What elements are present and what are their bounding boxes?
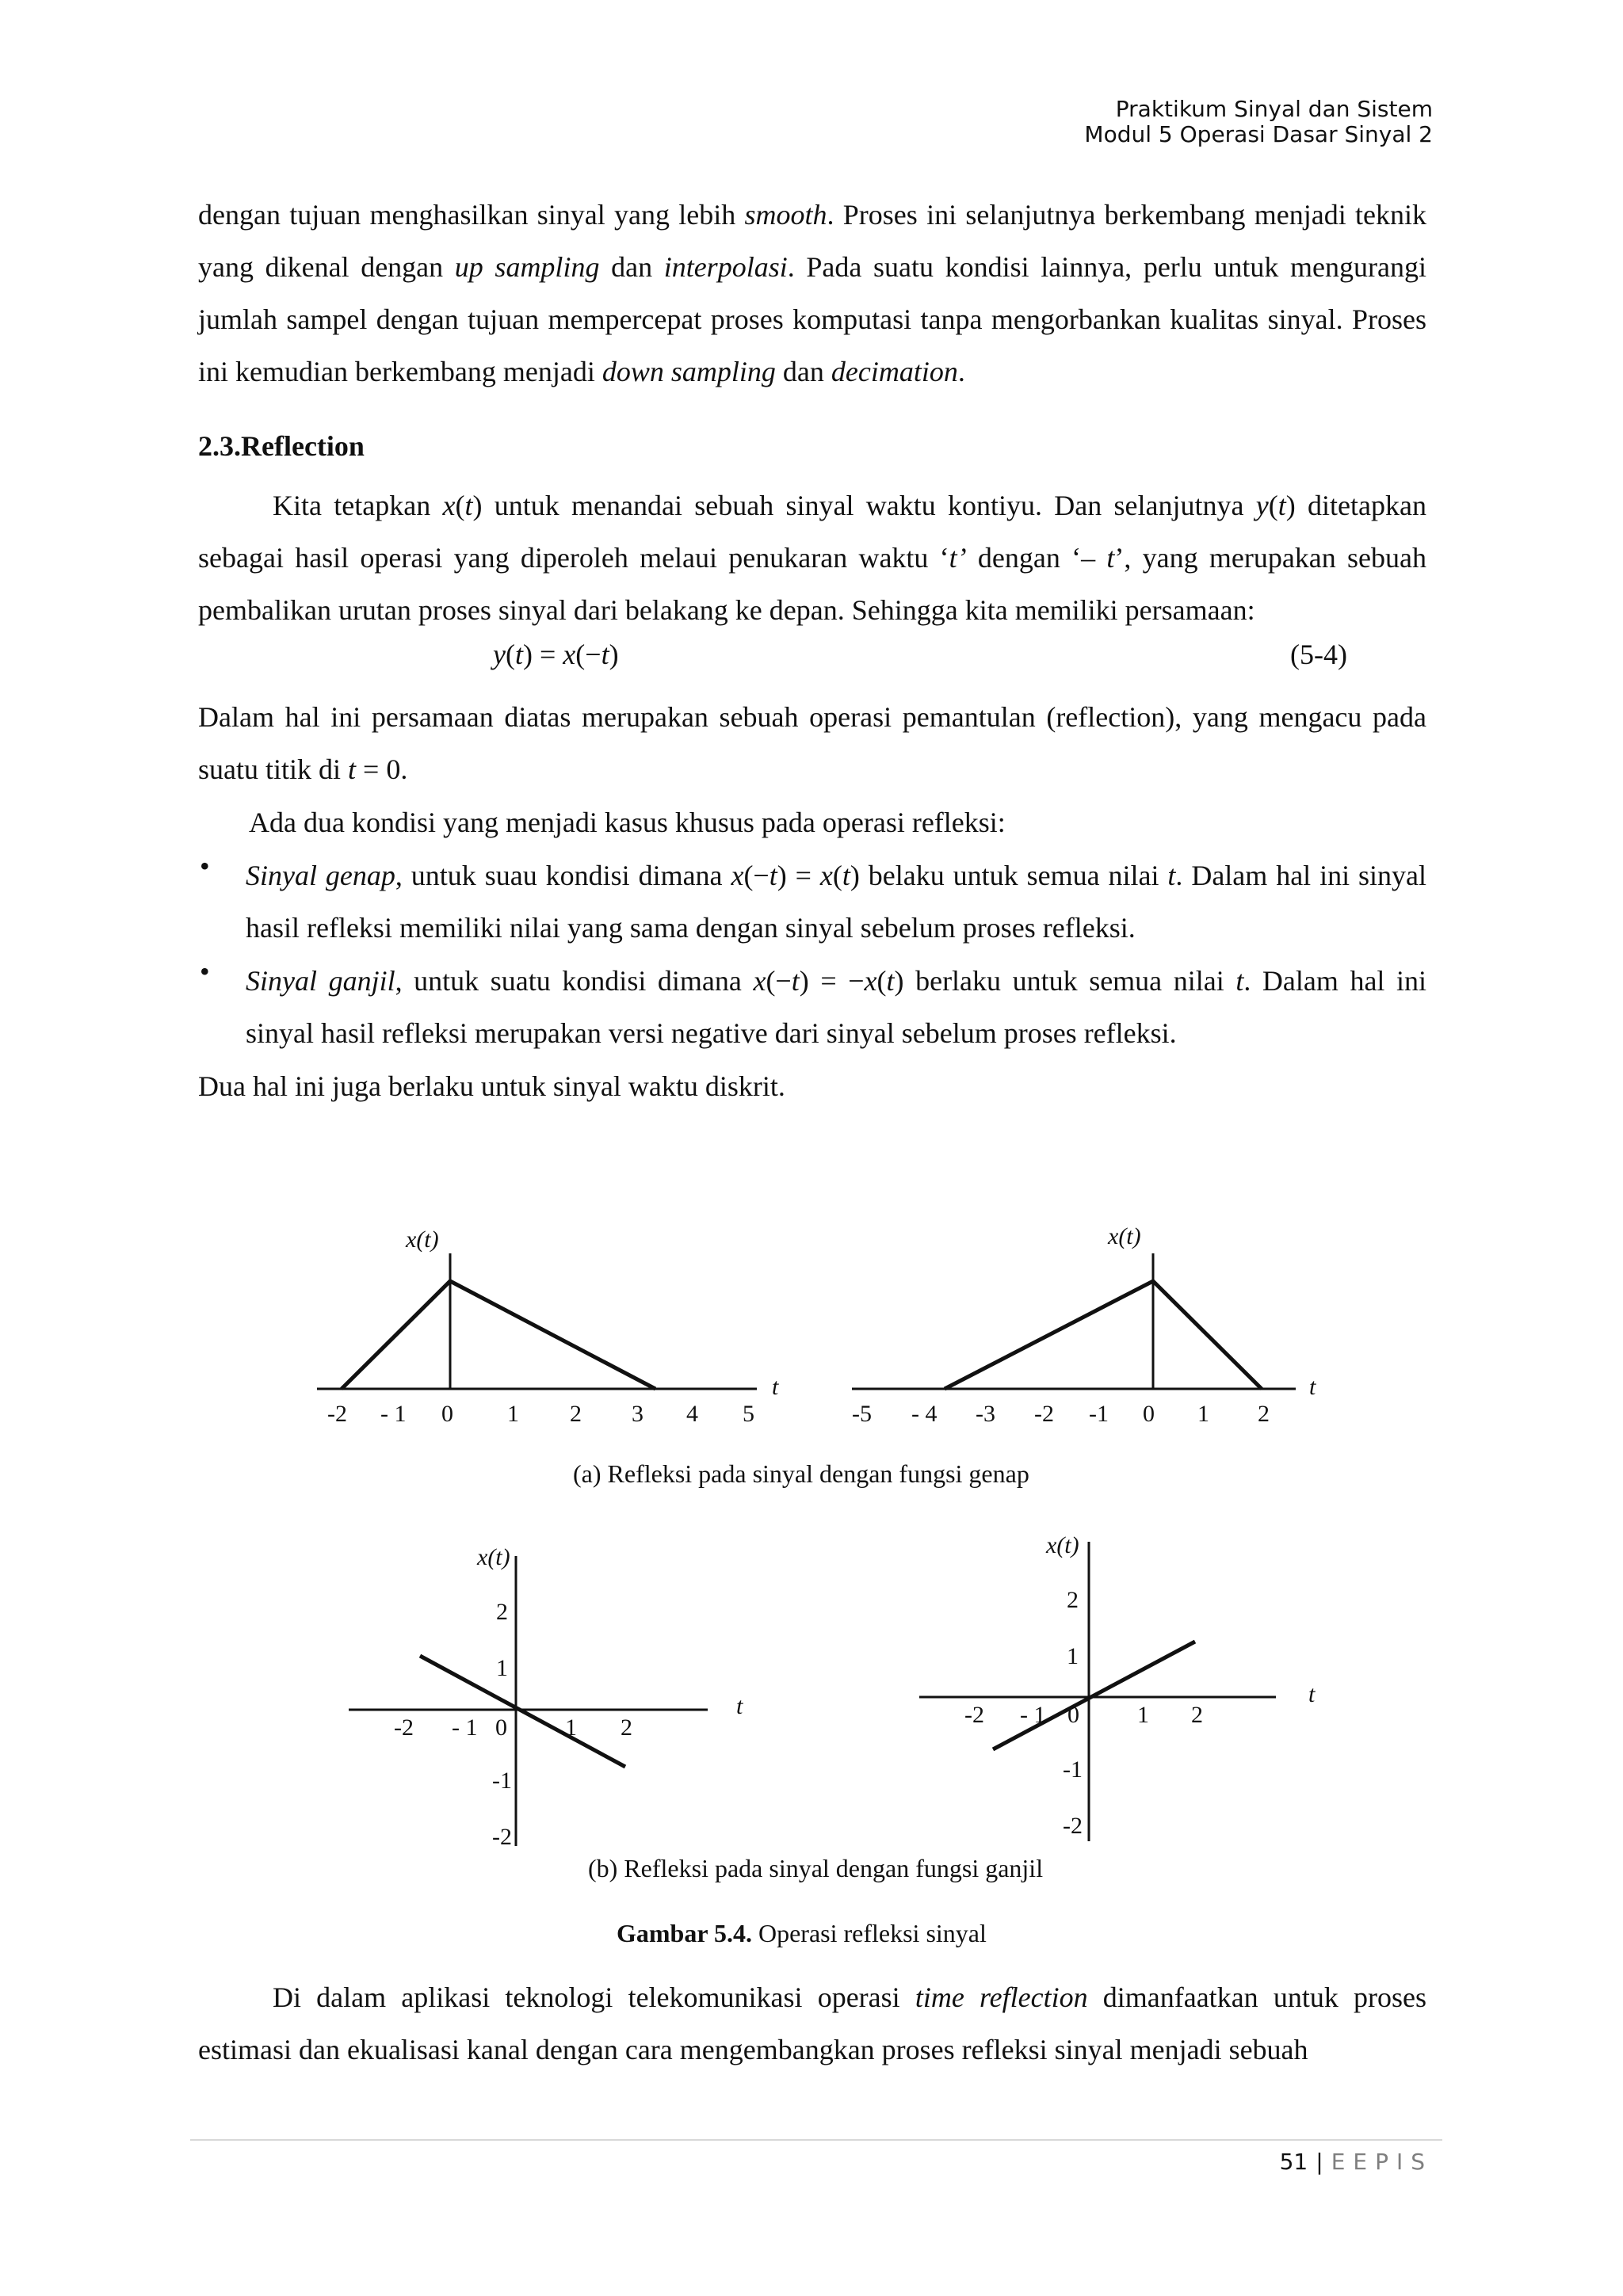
footer-rule: [190, 2139, 1442, 2141]
even-left-tick: -2: [327, 1401, 347, 1427]
even-left-tick: - 1: [380, 1401, 407, 1427]
italic-text-segment: y: [493, 639, 506, 670]
odd-left-x-tick: 0: [495, 1714, 507, 1741]
italic-text-segment: t: [886, 965, 895, 997]
even-left-tick: 2: [570, 1401, 582, 1427]
even-left-x-label: t: [772, 1374, 779, 1400]
italic-text-segment: Sinyal ganjil: [246, 965, 395, 997]
even-right-y-label: x(t): [1108, 1223, 1141, 1249]
text-segment: , untuk suau kondisi dimana: [395, 860, 731, 891]
text-segment: ) =: [777, 860, 820, 891]
italic-text-segment: t: [1106, 542, 1115, 574]
italic-text-segment: x: [819, 860, 833, 891]
text-segment: dimanfaatkan untuk proses estimasi dan ekualisasi kanal dengan cara mengembangkan proses refleksi sinyal menjadi sebuah: [198, 1981, 1426, 2065]
italic-text-segment: Sinyal genap: [246, 860, 395, 891]
italic-text-segment: smooth: [744, 199, 827, 231]
even-left-tick: 1: [507, 1401, 519, 1427]
even-left-tick: 0: [441, 1401, 453, 1427]
reflection-paragraph: [198, 479, 1426, 636]
figure-title-text: Operasi refleksi sinyal: [751, 1919, 987, 1947]
header-module-title: Modul 5 Operasi Dasar Sinyal 2: [1084, 121, 1433, 147]
odd-right-x-tick: 2: [1191, 1702, 1203, 1728]
italic-text-segment: t: [842, 860, 850, 891]
text-segment: ) berlaku untuk semua nilai: [894, 965, 1236, 997]
even-right-tick: -5: [852, 1401, 872, 1427]
text-segment: (: [876, 965, 887, 997]
text-segment: (−: [575, 639, 601, 670]
odd-left-signal: [420, 1656, 625, 1767]
italic-text-segment: up sampling: [454, 251, 600, 283]
even-right-tick: 1: [1197, 1401, 1209, 1427]
footer-separator: |: [1316, 2149, 1323, 2175]
even-left-tick: 5: [743, 1401, 754, 1427]
italic-text-segment: t: [1167, 860, 1176, 891]
text-segment: . Dalam hal ini sinyal hasil refleksi merupakan versi negative dari sinyal sebelum proses refleksi.: [246, 965, 1427, 1049]
text-segment: . Pada suatu kondisi lainnya, perlu untuk mengurangi jumlah sampel dengan tujuan mempercepat proses komputasi tanpa mengorbankan kualitas sinyal. Proses ini kemudian berkembang menjadi: [198, 251, 1426, 387]
odd-right-plot: [919, 1542, 1276, 1841]
even-right-tick: - 4: [911, 1401, 938, 1427]
odd-right-y-tick: -2: [1063, 1813, 1083, 1839]
text-segment: ) ditetapkan sebagai hasil operasi yang diperoleh melaui penukaran waktu ‘: [198, 490, 1426, 574]
figure-title: [617, 1919, 987, 1948]
odd-left-y-tick: 2: [496, 1599, 508, 1625]
odd-right-signal: [993, 1642, 1195, 1749]
even-left-plot: [317, 1253, 757, 1389]
even-left-tick: 4: [686, 1401, 698, 1427]
footer-institution: EEPIS: [1331, 2149, 1433, 2175]
text-segment: . Dalam hal ini sinyal hasil refleksi memiliki nilai yang sama dengan sinyal sebelum proses refleksi.: [246, 860, 1427, 944]
odd-left-x-tick: 1: [565, 1714, 577, 1741]
even-right-tick: -2: [1034, 1401, 1054, 1427]
bullet-marker-odd: •: [200, 955, 210, 987]
text-segment: ) = −: [799, 965, 865, 997]
discrete-note: Dua hal ini juga berlaku untuk sinyal waktu diskrit.: [198, 1070, 785, 1102]
italic-text-segment: t’: [949, 542, 967, 574]
bullet-odd-signal: [246, 955, 1426, 1059]
after-equation-paragraph: [198, 691, 1426, 795]
odd-right-x-tick: - 1: [1020, 1702, 1046, 1728]
italic-text-segment: t: [601, 639, 609, 670]
text-segment: (: [505, 639, 515, 670]
text-segment: dan: [775, 356, 831, 387]
italic-text-segment: y: [1255, 490, 1269, 521]
text-segment: ) untuk menandai sebuah sinyal waktu kontiyu. Dan selanjutnya: [472, 490, 1256, 521]
italic-text-segment: t: [1277, 490, 1286, 521]
text-segment: Kita tetapkan: [273, 490, 443, 521]
italic-text-segment: x: [563, 639, 576, 670]
italic-text-segment: t: [769, 860, 777, 891]
even-left-y-label: x(t): [406, 1226, 439, 1253]
odd-right-y-label: x(t): [1046, 1532, 1079, 1558]
section-heading: [198, 429, 365, 463]
italic-text-segment: x: [753, 965, 766, 997]
even-right-plot: [852, 1253, 1296, 1389]
section-number: 2.3.: [198, 430, 241, 462]
figure-title-number: Gambar 5.4.: [617, 1919, 752, 1947]
header-course-title: Praktikum Sinyal dan Sistem: [1115, 96, 1433, 122]
text-segment: dengan tujuan menghasilkan sinyal yang lebih: [198, 199, 745, 231]
bullet-marker-even: •: [200, 850, 210, 882]
italic-text-segment: down sampling: [601, 356, 776, 387]
section-title: Reflection: [241, 430, 365, 462]
text-segment: Di dalam aplikasi teknologi telekomunikasi operasi: [273, 1981, 915, 2013]
equation-number: (5-4): [1290, 639, 1347, 670]
odd-right-y-tick: 2: [1067, 1587, 1079, 1613]
equation: [493, 638, 619, 671]
odd-right-x-label: t: [1308, 1681, 1316, 1707]
even-right-x-label: t: [1309, 1374, 1316, 1400]
text-segment: ) belaku untuk semua nilai: [850, 860, 1168, 891]
odd-right-y-tick: -1: [1063, 1756, 1083, 1783]
italic-text-segment: t: [464, 490, 473, 521]
running-header: [1084, 97, 1433, 147]
odd-left-x-tick: -2: [394, 1714, 414, 1741]
italic-text-segment: x: [731, 860, 744, 891]
even-right-tick: -1: [1089, 1401, 1109, 1427]
even-left-signal: [342, 1281, 655, 1389]
odd-right-y-tick: 1: [1067, 1643, 1079, 1669]
italic-text-segment: time reflection: [915, 1981, 1088, 2013]
even-right-tick: 2: [1258, 1401, 1270, 1427]
italic-text-segment: t: [514, 639, 523, 670]
caption-a: (a) Refleksi pada sinyal dengan fungsi genap: [573, 1459, 1029, 1488]
italic-text-segment: x: [864, 965, 877, 997]
page-footer: [1280, 2149, 1433, 2175]
text-segment: Dalam hal ini persamaan diatas merupakan sebuah operasi pemantulan (reflection), yang mengacu pada suatu titik di: [198, 701, 1426, 785]
text-segment: (: [455, 490, 465, 521]
odd-left-y-label: x(t): [477, 1544, 510, 1570]
text-segment: ’, yang merupakan sebuah pembalikan urutan proses sinyal dari belakang ke depan. Sehingga kita memiliki persamaan:: [198, 542, 1426, 626]
italic-text-segment: x: [442, 490, 456, 521]
closing-paragraph: [198, 1971, 1426, 2076]
text-segment: ): [609, 639, 619, 670]
special-cases-intro: Ada dua kondisi yang menjadi kasus khusus pada operasi refleksi:: [249, 807, 1006, 838]
odd-right-x-tick: 1: [1137, 1702, 1149, 1728]
odd-left-y-tick: 1: [496, 1655, 508, 1681]
intro-paragraph: [198, 189, 1426, 398]
text-segment: . Proses ini selanjutnya berkembang menjadi teknik yang dikenal dengan: [198, 199, 1426, 283]
text-segment: .: [957, 356, 965, 387]
italic-text-segment: t: [348, 753, 357, 785]
italic-text-segment: decimation: [831, 356, 958, 387]
text-segment: , untuk suatu kondisi dimana: [395, 965, 754, 997]
text-segment: = 0.: [356, 753, 408, 785]
odd-left-y-tick: -2: [492, 1824, 512, 1850]
odd-left-plot: [349, 1556, 708, 1846]
page-number: 51: [1279, 2149, 1308, 2175]
text-segment: (−: [766, 965, 792, 997]
figure-odd-plots: [0, 1521, 1623, 1862]
odd-left-x-tick: - 1: [452, 1714, 478, 1741]
text-segment: (−: [743, 860, 769, 891]
text-segment: (: [832, 860, 842, 891]
text-segment: (: [1268, 490, 1278, 521]
odd-left-y-tick: -1: [492, 1768, 512, 1794]
italic-text-segment: interpolasi: [663, 251, 788, 283]
text-segment: ) =: [523, 639, 563, 670]
figure-even-plots: [0, 1212, 1623, 1458]
text-segment: dan: [599, 251, 664, 283]
odd-right-x-tick: -2: [964, 1702, 984, 1728]
odd-right-x-tick: 0: [1067, 1702, 1079, 1728]
odd-left-x-label: t: [736, 1693, 743, 1719]
odd-left-x-tick: 2: [621, 1714, 632, 1741]
caption-b: (b) Refleksi pada sinyal dengan fungsi ganjil: [588, 1854, 1044, 1882]
even-right-signal: [945, 1281, 1262, 1389]
even-right-tick: 0: [1143, 1401, 1155, 1427]
even-left-tick: 3: [632, 1401, 643, 1427]
italic-text-segment: t: [1235, 965, 1244, 997]
italic-text-segment: t: [791, 965, 800, 997]
text-segment: dengan ‘–: [966, 542, 1107, 574]
even-right-tick: -3: [976, 1401, 995, 1427]
bullet-even-signal: [246, 849, 1426, 954]
